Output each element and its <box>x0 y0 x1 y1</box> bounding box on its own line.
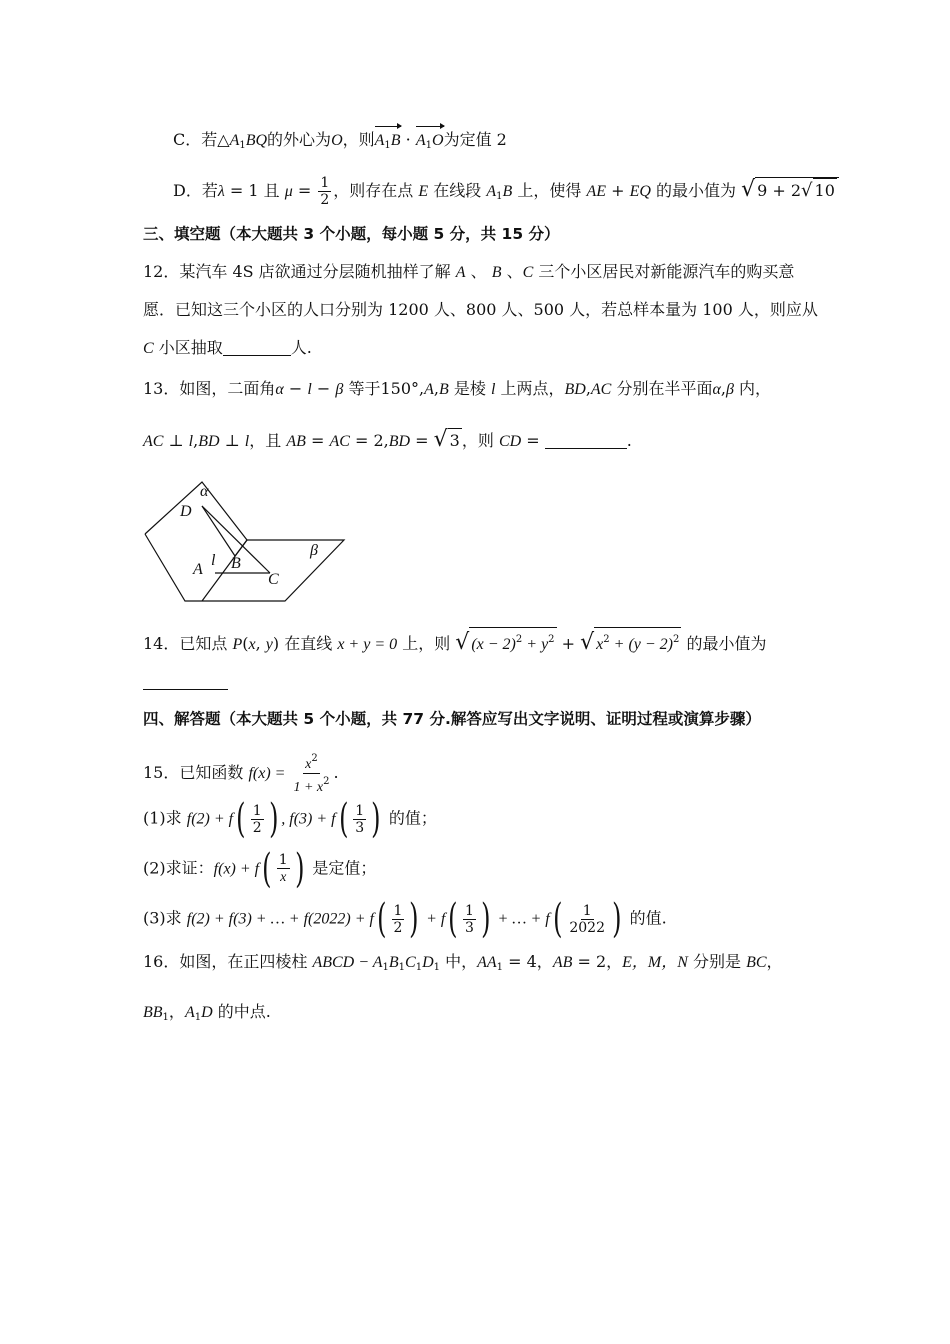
label-b: B <box>231 555 241 572</box>
option-d: D．若λ = 1 且 μ = $\frac{1}{2}$ ，则存在点 E 在线段 $A_1B$ 上，使得 AE + EQ 的最小值为 √ 9 + 2√ 10 <box>173 175 839 209</box>
answer-blank[interactable] <box>143 689 228 690</box>
label-beta: β <box>310 542 318 559</box>
vector-a1o: $A_1O$ <box>416 128 444 158</box>
vector-a1b: $A_1B$ <box>375 128 401 158</box>
label-a: A <box>193 561 203 578</box>
label-c: C <box>268 571 279 588</box>
label-d: D <box>180 503 192 520</box>
question-16-line-1: 16．如图，在正四棱柱 ABCD − $A_1B_1C_1D_1$ 中，$AA_1 = 4$，AB = 2，E，M，N 分别是 BC， <box>143 952 783 973</box>
question-13-line-1: 13．如图，二面角α − l − β 等于150°,A,B 是棱 l 上两点，BD,AC 分别在半平面α,β 内， <box>143 379 772 398</box>
question-16-line-2: $BB_1$，$A_1D$ 的中点. <box>143 1002 271 1023</box>
section-3-heading: 三、填空题（本大题共 3 个小题，每小题 5 分，共 15 分） <box>143 225 560 243</box>
question-12-line-2: 愿．已知这三个小区的人口分别为 1200 人、800 人、500 人，若总样本量为 100 人，则应从 <box>143 300 818 319</box>
question-15: 15．已知函数 f(x) = $\frac{x^2}{1 + x^2}$ . <box>143 753 339 795</box>
section-4-heading: 四、解答题（本大题共 5 个小题，共 77 分.解答应写出文字说明、证明过程或演算步骤） <box>143 710 761 728</box>
answer-blank[interactable] <box>223 355 291 356</box>
question-14: 14．已知点 P(x, y) 在直线 x + y = 0 上，则 √ $(x - 2)^2 + y^2$ + √ $x^2 + (y - 2)^2$ 的最小值为 <box>143 627 766 657</box>
option-c: C．若$\triangle A_1BQ$的外心为O，则$A_1B \cdot A_1O$为定值 2 <box>173 128 507 158</box>
question-15-part-3: (3)求 f(2) + f(3) + … + f(2022) + f ( $\frac{1}{2}$ ) + f ( $\frac{1}{3}$ ) + … + f ( $\frac{1}{2022}$ ) 的值. <box>143 896 667 942</box>
question-15-part-2: (2)求证：f(x) + f ( $\frac{1}{x}$ ) 是定值； <box>143 846 377 892</box>
question-12-line-1: 12．某汽车 4S 店欲通过分层随机抽样了解 A 、 B 、C 三个小区居民对新能源汽车的购买意 <box>143 262 795 281</box>
question-13-line-2: AC ⊥ l,BD ⊥ l，且 AB = AC = 2,BD = √ 3 ，则 CD = . <box>143 427 632 452</box>
dihedral-angle-figure <box>140 470 350 605</box>
question-15-part-1: (1)求 f(2) + f ( $\frac{1}{2}$ ) , f(3) + f ( $\frac{1}{3}$ ) 的值； <box>143 796 437 842</box>
fraction: $\frac{1}{2}$ <box>320 175 330 208</box>
label-alpha: α <box>200 483 209 500</box>
question-12-line-3: C 小区抽取 人. <box>143 338 312 357</box>
label-l: l <box>211 552 216 569</box>
answer-blank[interactable] <box>545 448 627 449</box>
